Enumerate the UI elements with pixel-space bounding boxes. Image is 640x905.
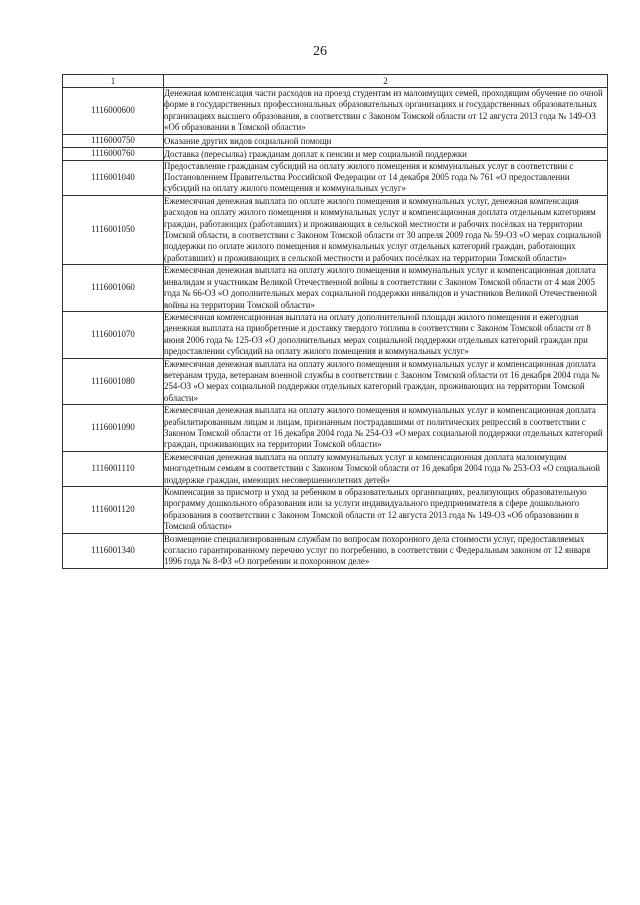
page-number: 26 — [313, 44, 327, 59]
row-code: 1116001080 — [63, 358, 164, 405]
row-code: 1116000600 — [63, 88, 164, 135]
row-code: 1116000750 — [63, 134, 164, 147]
row-description: Денежная компенсация части расходов на проезд студентам из малоимущих семей, проходящим обучение по очной форме в государственных профессиональных образовательных организациях и государственных образовательных организациях высшего образования, в соответствии с Законом Томской области от 12 августа 2013 года № 149-ОЗ «Об образовании в Томской области» — [164, 88, 608, 135]
row-description: Доставка (пересылка) гражданам доплат к пенсии и мер социальной поддержки — [164, 147, 608, 160]
table-row — [63, 195, 608, 264]
row-description: Ежемесячная денежная выплата на оплату жилого помещения и коммунальных услуг и компенсационная доплата реабилитированным лицам и лицам, признанным пострадавшими от политических репрессий в соответствии с Законом Томской области от 16 декабря 2004 года № 254-ОЗ «О мерах социальной поддержки отдельных категорий граждан, проживающих на территории Томской области» — [164, 405, 608, 452]
row-description: Ежемесячная денежная выплата по оплате жилого помещения и коммунальных услуг, денежная компенсация расходов на оплату жилого помещения и коммунальных услуг и компенсационная доплата отдельным категориям граждан, работающих (работавших) и проживающих в сельской местности и рабочих посёлках на территории Томской области, в соответствии с Законом Томской области от 30 апреля 2009 года № 59-ОЗ «О мерах социальной поддержки по оплате жилого помещения и коммунальных услуг отдельных категорий граждан, работающих (работавших) и проживающих в сельской местности и рабочих посёлках на территории Томской области» — [164, 195, 608, 264]
table-row — [63, 358, 608, 405]
table-row — [63, 311, 608, 358]
row-description: Предоставление гражданам субсидий на оплату жилого помещения и коммунальных услуг в соответствии с Постановлением Правительства Российской Федерации от 14 декабря 2005 года № 761 «О предоставлении субсидий на оплату жилого помещения и коммунальных услуг» — [164, 160, 608, 195]
row-code: 1116001120 — [63, 487, 164, 534]
table-header-row — [63, 75, 608, 88]
budget-classification-table — [62, 74, 608, 569]
column-header: 1 — [63, 75, 164, 88]
row-description: Ежемесячная компенсационная выплата на оплату дополнительной площади жилого помещения и ежегодная денежная выплата на приобретение и доставку твердого топлива в соответствии с Законом Томской области от 8 июня 2006 года № 125-ОЗ «О дополнительных мерах социальной поддержки отдельных категорий граждан при предоставлении субсидий на оплату жилого помещения и коммунальных услуг» — [164, 311, 608, 358]
table-row — [63, 265, 608, 312]
table-row — [63, 134, 608, 147]
row-code: 1116001110 — [63, 451, 164, 486]
row-code: 1116000760 — [63, 147, 164, 160]
row-code: 1116001040 — [63, 160, 164, 195]
table-row — [63, 451, 608, 486]
row-description: Оказание других видов социальной помощи — [164, 134, 608, 147]
row-description: Возмещение специализированным службам по вопросам похоронного дела стоимости услуг, предоставляемых согласно гарантированному перечню услуг по погребению, в соответствии с Федеральным законом от 12 января 1996 года № 8-ФЗ «О погребении и похоронном деле» — [164, 533, 608, 568]
row-description: Ежемесячная денежная выплата на оплату жилого помещения и коммунальных услуг и компенсационная доплата инвалидам и участникам Великой Отечественной войны в соответствии с Законом Томской области от 4 мая 2005 года № 66-ОЗ «О дополнительных мерах социальной поддержки инвалидов и участников Великой Отечественной войны на территории Томской области» — [164, 265, 608, 312]
row-code: 1116001050 — [63, 195, 164, 264]
row-description: Ежемесячная денежная выплата на оплату жилого помещения и коммунальных услуг и компенсационная доплата ветеранам труда, ветеранам военной службы в соответствии с Законом Томской области от 16 декабря 2004 года № 254-ОЗ «О мерах социальной поддержки отдельных категорий граждан, проживающих на территории Томской области» — [164, 358, 608, 405]
table-row — [63, 487, 608, 534]
row-code: 1116001090 — [63, 405, 164, 452]
table-row — [63, 405, 608, 452]
table-row — [63, 147, 608, 160]
column-header: 2 — [164, 75, 608, 88]
row-description: Ежемесячная денежная выплата на оплату коммунальных услуг и компенсационная доплата малоимущим многодетным семьям в соответствии с Законом Томской области от 16 декабря 2004 года № 253-ОЗ «О социальной поддержке граждан, имеющих несовершеннолетних детей» — [164, 451, 608, 486]
table-row — [63, 533, 608, 568]
row-code: 1116001340 — [63, 533, 164, 568]
table-row — [63, 160, 608, 195]
row-code: 1116001060 — [63, 265, 164, 312]
row-description: Компенсация за присмотр и уход за ребенком в образовательных организациях, реализующих образовательную программу дошкольного образования или за услуги индивидуального предпринимателя в сфере дошкольного образования в соответствии с Законом Томской области от 12 августа 2013 года № 149-ОЗ «Об образовании в Томской области» — [164, 487, 608, 534]
row-code: 1116001070 — [63, 311, 164, 358]
table-row — [63, 88, 608, 135]
